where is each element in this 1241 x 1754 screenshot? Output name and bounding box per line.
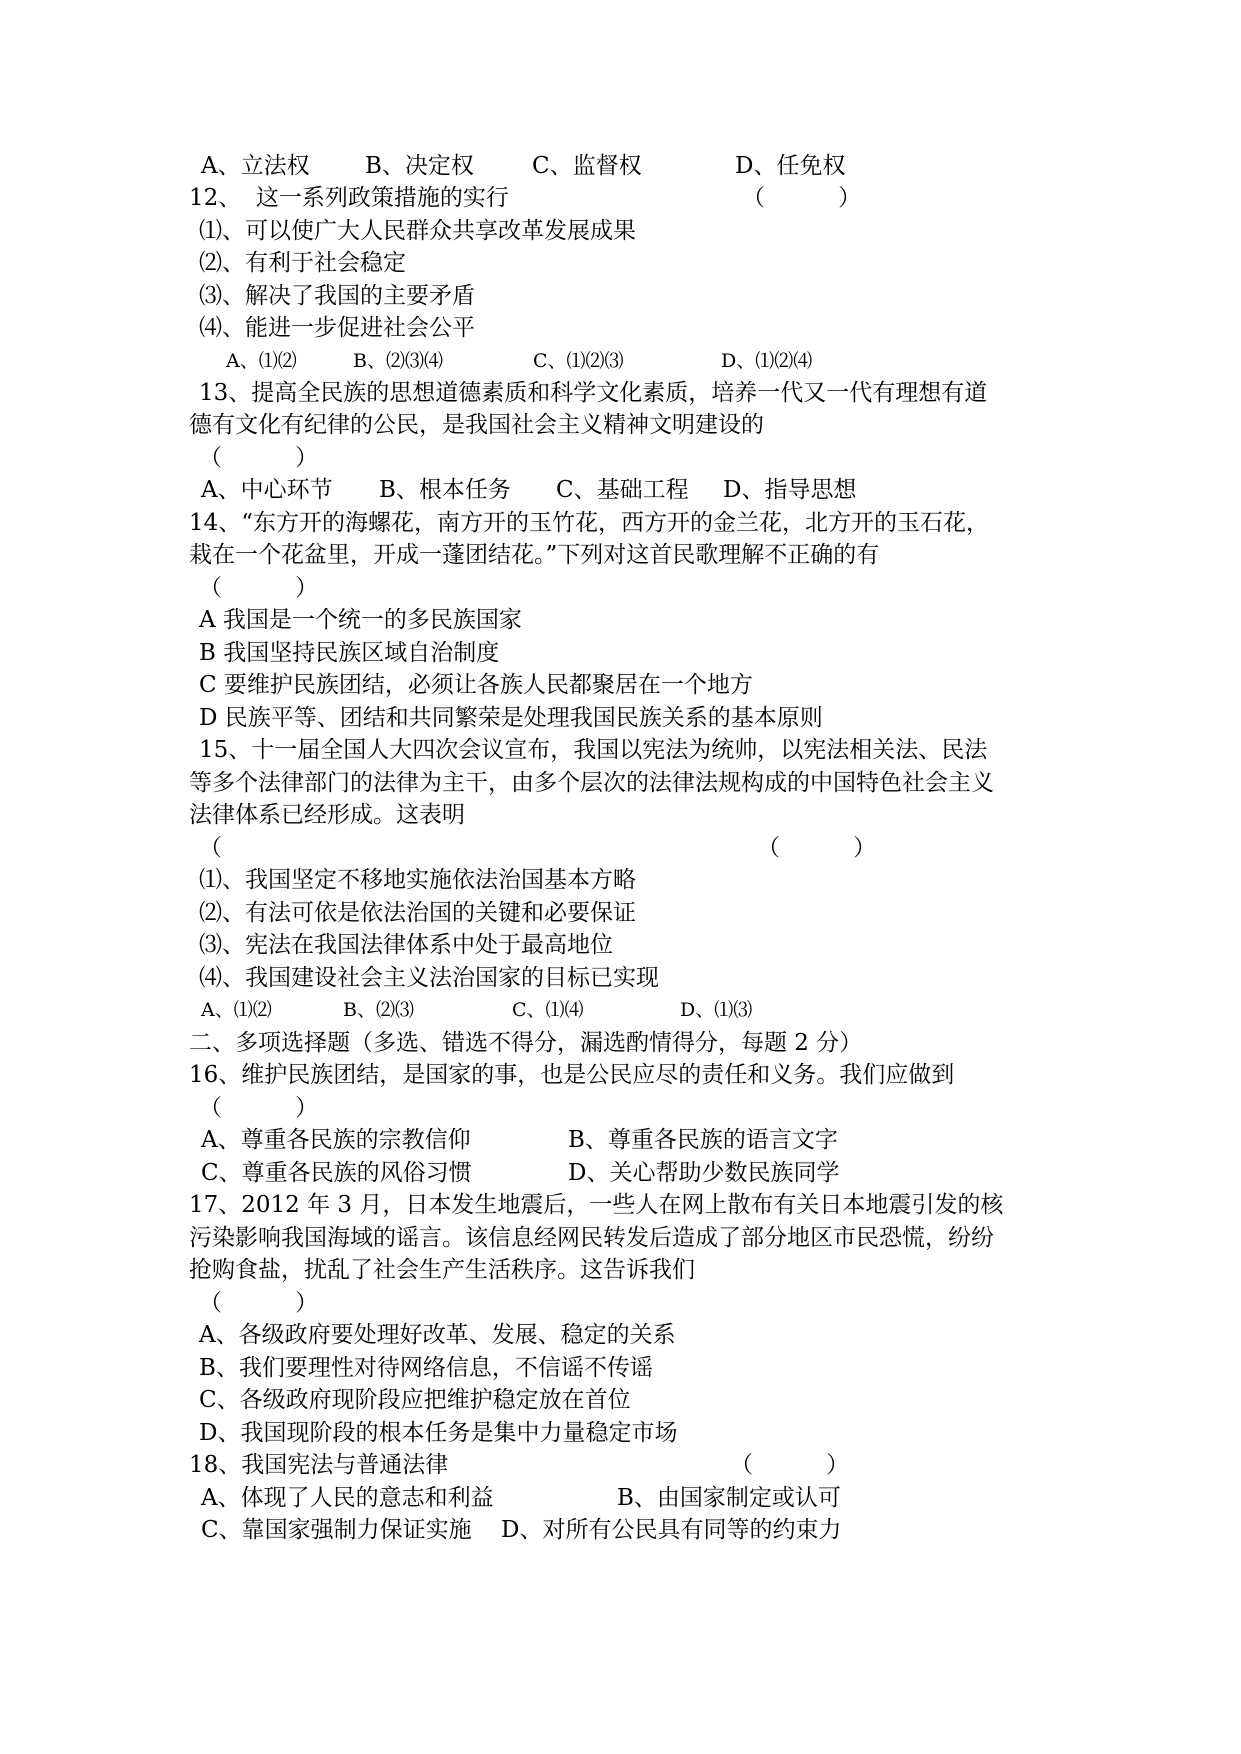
q15-option-a[interactable]: A、⑴⑵ (201, 999, 272, 1021)
q12-answer-bracket[interactable]: （ ） (742, 185, 862, 211)
q17-option-d[interactable]: D、我国现阶段的根本任务是集中力量稳定市场 (199, 1420, 678, 1446)
q11-option-d[interactable]: D、任免权 (735, 153, 846, 179)
q12-stem-line (0, 183, 1241, 213)
q11-options (0, 151, 1241, 181)
q16-option-d[interactable]: D、关心帮助少数民族同学 (568, 1160, 840, 1186)
q11-option-b[interactable]: B、决定权 (365, 153, 474, 179)
q11-option-c[interactable]: C、监督权 (532, 153, 642, 179)
q15-option-b[interactable]: B、⑵⑶ (343, 999, 414, 1021)
q14-option-d[interactable]: D 民族平等、团结和共同繁荣是处理我国民族关系的基本原则 (199, 705, 823, 731)
q18-option-d[interactable]: D、对所有公民具有同等的约束力 (501, 1517, 842, 1543)
q17-option-c[interactable]: C、各级政府现阶段应把维护稳定放在首位 (199, 1387, 631, 1413)
q12-option-b[interactable]: B、⑵⑶⑷ (353, 350, 443, 372)
q14-answer-bracket[interactable]: （ ） (199, 575, 319, 601)
q12-item-3: ⑶、解决了我国的主要矛盾 (199, 283, 475, 309)
q15-option-c[interactable]: C、⑴⑷ (512, 999, 584, 1021)
q15-bracket-open: （ (199, 835, 222, 861)
q12-item-1: ⑴、可以使广大人民群众共享改革发展成果 (199, 218, 636, 244)
q16-options-row-1 (0, 1125, 1241, 1155)
q18-option-a[interactable]: A、体现了人民的意志和利益 (201, 1485, 494, 1511)
section-2-heading: 二、多项选择题（多选、错选不得分，漏选酌情得分，每题 2 分） (189, 1030, 863, 1056)
q17-stem-2: 污染影响我国海域的谣言。该信息经网民转发后造成了部分地区市民恐慌，纷纷 (189, 1225, 994, 1251)
q18-options-row-2 (0, 1515, 1241, 1545)
q16-stem: 16、维护民族团结，是国家的事，也是公民应尽的责任和义务。我们应做到 (189, 1062, 955, 1088)
q15-stem-3: 法律体系已经形成。这表明 (189, 802, 465, 828)
q18-stem: 18、我国宪法与普通法律 (189, 1452, 449, 1478)
q14-stem-2: 栽在一个花盆里，开成一蓬团结花。”下列对这首民歌理解不正确的有 (189, 542, 880, 568)
q17-answer-bracket[interactable]: （ ） (199, 1290, 319, 1316)
q16-option-b[interactable]: B、尊重各民族的语言文字 (568, 1127, 838, 1153)
q15-item-2: ⑵、有法可依是依法治国的关键和必要保证 (199, 900, 636, 926)
q15-stem-1: 15、十一届全国人大四次会议宣布，我国以宪法为统帅，以宪法相关法、民法 (199, 737, 988, 763)
q17-option-b[interactable]: B、我们要理性对待网络信息，不信谣不传谣 (199, 1355, 653, 1381)
q15-options (0, 995, 1241, 1025)
q12-option-a[interactable]: A、⑴⑵ (226, 350, 297, 372)
q13-stem-1: 13、提高全民族的思想道德素质和科学文化素质，培养一代又一代有理想有道 (199, 380, 988, 406)
q15-item-4: ⑷、我国建设社会主义法治国家的目标已实现 (199, 965, 659, 991)
q14-option-a[interactable]: A 我国是一个统一的多民族国家 (199, 607, 522, 633)
q18-stem-line (0, 1450, 1241, 1480)
q12-stem: 12、 这一系列政策措施的实行 (189, 185, 509, 211)
q13-answer-bracket[interactable]: （ ） (199, 445, 319, 471)
q15-stem-2: 等多个法律部门的法律为主干，由多个层次的法律法规构成的中国特色社会主义 (189, 770, 994, 796)
q18-answer-bracket[interactable]: （ ） (730, 1452, 850, 1478)
q15-answer-bracket[interactable]: （ ） (757, 835, 877, 861)
q16-option-a[interactable]: A、尊重各民族的宗教信仰 (201, 1127, 471, 1153)
q13-option-d[interactable]: D、指导思想 (723, 477, 857, 503)
q12-item-4: ⑷、能进一步促进社会公平 (199, 315, 475, 341)
q18-option-c[interactable]: C、靠国家强制力保证实施 (201, 1517, 472, 1543)
q16-options-row-2 (0, 1158, 1241, 1188)
q13-options (0, 475, 1241, 505)
q12-option-c[interactable]: C、⑴⑵⑶ (533, 350, 624, 372)
q17-stem-1: 17、2012 年 3 月，日本发生地震后，一些人在网上散布有关日本地震引发的核 (189, 1192, 1004, 1218)
q14-stem-1: 14、“东方开的海螺花，南方开的玉竹花，西方开的金兰花，北方开的玉石花， (189, 510, 990, 536)
q12-options (0, 346, 1241, 376)
q18-options-row-1 (0, 1483, 1241, 1513)
q17-option-a[interactable]: A、各级政府要处理好改革、发展、稳定的关系 (199, 1322, 676, 1348)
q13-option-a[interactable]: A、中心环节 (201, 477, 333, 503)
q18-option-b[interactable]: B、由国家制定或认可 (617, 1485, 841, 1511)
q12-item-2: ⑵、有利于社会稳定 (199, 250, 406, 276)
q13-stem-2: 德有文化有纪律的公民，是我国社会主义精神文明建设的 (189, 412, 764, 438)
q13-option-c[interactable]: C、基础工程 (556, 477, 689, 503)
q12-option-d[interactable]: D、⑴⑵⑷ (721, 350, 813, 372)
q15-item-3: ⑶、宪法在我国法律体系中处于最高地位 (199, 932, 613, 958)
q14-option-c[interactable]: C 要维护民族团结，必须让各族人民都聚居在一个地方 (199, 672, 753, 698)
q15-item-1: ⑴、我国坚定不移地实施依法治国基本方略 (199, 867, 636, 893)
q15-bracket-line (0, 833, 1241, 863)
q16-option-c[interactable]: C、尊重各民族的风俗习惯 (201, 1160, 472, 1186)
q14-option-b[interactable]: B 我国坚持民族区域自治制度 (199, 640, 500, 666)
q13-option-b[interactable]: B、根本任务 (379, 477, 511, 503)
q15-option-d[interactable]: D、⑴⑶ (680, 999, 753, 1021)
q17-stem-3: 抢购食盐，扰乱了社会生产生活秩序。这告诉我们 (189, 1257, 695, 1283)
q11-option-a[interactable]: A、立法权 (201, 153, 310, 179)
q16-answer-bracket[interactable]: （ ） (199, 1095, 319, 1121)
